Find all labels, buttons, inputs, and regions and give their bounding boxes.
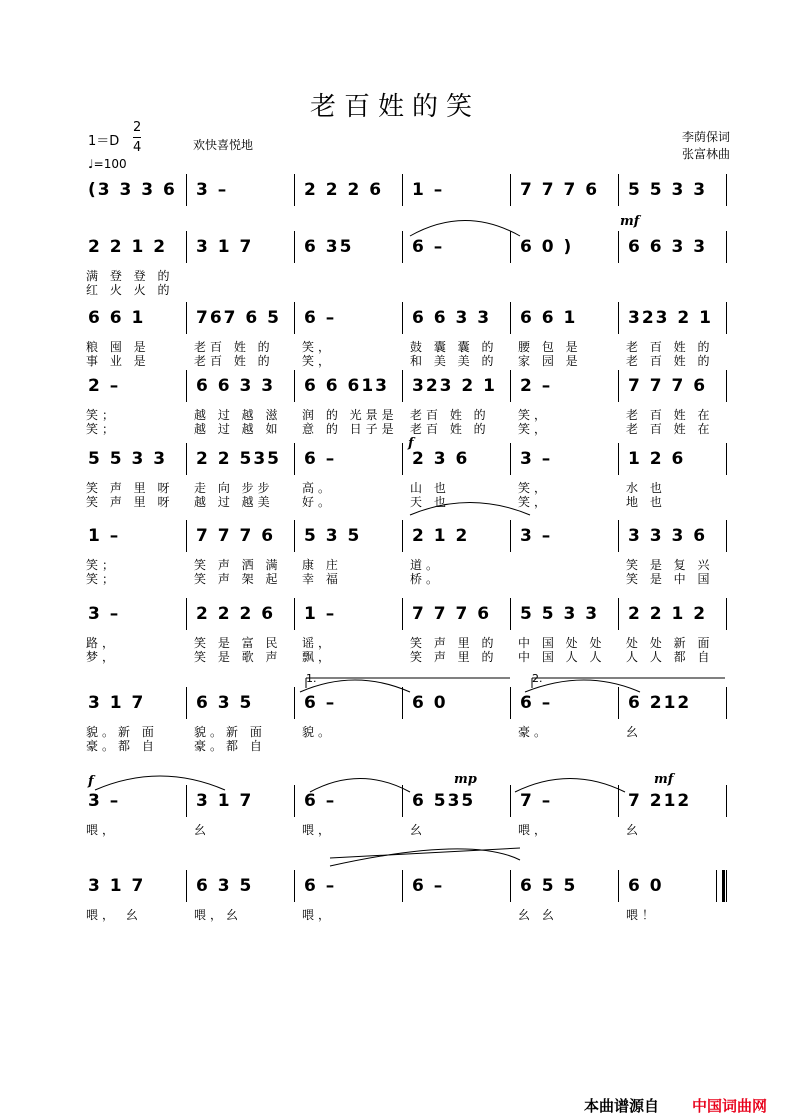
measure-notes: 2 2 2 6 bbox=[304, 180, 384, 200]
bar-line bbox=[726, 687, 727, 719]
measure-notes: 2 1 2 bbox=[412, 526, 470, 546]
measure-notes: 2 2 1 2 bbox=[628, 604, 708, 624]
tempo-marking: ♩=100 bbox=[88, 157, 127, 171]
measure-notes: 7 7 7 6 bbox=[520, 180, 600, 200]
bar-line bbox=[510, 443, 511, 475]
measure-notes: 3 1 7 bbox=[196, 791, 254, 811]
measure-notes: 5 5 3 3 bbox=[628, 180, 708, 200]
lyric-verse-1: 笑 是 复 兴 bbox=[626, 558, 714, 572]
lyric-verse-1: 道。 bbox=[410, 558, 443, 572]
lyric-verse-2: 和 美 美 的 bbox=[410, 354, 498, 368]
bar-line bbox=[294, 785, 295, 817]
lyric-verse-2: 笑 声 里 呀 bbox=[86, 495, 174, 509]
source-label: 本曲谱源自 bbox=[584, 1097, 660, 1115]
measure-notes: 2 2 2 6 bbox=[196, 604, 276, 624]
lyric-verse-2: 幸 福 bbox=[302, 572, 342, 586]
measure-notes: 7 – bbox=[520, 791, 553, 811]
lyric-verse-1: 幺 幺 bbox=[518, 908, 558, 922]
lyric-verse-1: 幺 bbox=[410, 823, 427, 837]
lyricist-credit: 李荫保词 bbox=[681, 130, 730, 144]
measure-notes: 6 – bbox=[412, 237, 445, 257]
measure-notes: 7 7 7 6 bbox=[628, 376, 708, 396]
bar-line bbox=[186, 302, 187, 334]
lyric-verse-1: 喂， 幺 bbox=[86, 908, 142, 922]
measure-notes: 6 3 5 bbox=[196, 693, 254, 713]
bar-line bbox=[726, 302, 727, 334]
bar-line bbox=[186, 785, 187, 817]
lyric-verse-2: 豪。都 自 bbox=[86, 739, 158, 753]
lyric-verse-1: 满 登 登 的 bbox=[86, 269, 174, 283]
bar-line bbox=[294, 443, 295, 475]
measure-notes: 767 6 5 bbox=[196, 308, 281, 328]
measure-notes: 2 2 535 bbox=[196, 449, 281, 469]
lyric-verse-1: 笑 是 富 民 bbox=[194, 636, 282, 650]
measure-notes: 323 2 1 bbox=[628, 308, 713, 328]
bar-line bbox=[186, 870, 187, 902]
lyric-verse-1: 路， bbox=[86, 636, 119, 650]
bar-line bbox=[726, 443, 727, 475]
bar-line bbox=[294, 231, 295, 263]
bar-line bbox=[618, 231, 619, 263]
bar-line bbox=[402, 302, 403, 334]
bar-line bbox=[294, 520, 295, 552]
dynamic-mark: f bbox=[408, 436, 414, 451]
lyric-verse-1: 笑 声 里 的 bbox=[410, 636, 498, 650]
measure-notes: 1 2 6 bbox=[628, 449, 686, 469]
lyric-verse-1: 笑 声 里 呀 bbox=[86, 481, 174, 495]
bar-line bbox=[186, 174, 187, 206]
lyric-verse-1: 鼓 囊 囊 的 bbox=[410, 340, 498, 354]
bar-line bbox=[186, 231, 187, 263]
measure-notes: 2 – bbox=[520, 376, 553, 396]
bar-line bbox=[726, 174, 727, 206]
bar-line bbox=[618, 174, 619, 206]
measure-notes: 3 1 7 bbox=[88, 876, 146, 896]
final-barline-thin bbox=[716, 870, 717, 902]
lyric-verse-2: 意 的 日子是 bbox=[302, 422, 398, 436]
lyric-verse-1: 喂， bbox=[302, 908, 335, 922]
measure-notes: 6 6 1 bbox=[520, 308, 578, 328]
measure-notes: 6 6 3 3 bbox=[628, 237, 708, 257]
key-signature: 1＝D bbox=[88, 134, 120, 149]
lyric-verse-2: 家 园 是 bbox=[518, 354, 582, 368]
bar-line bbox=[618, 785, 619, 817]
measure-notes: 3 – bbox=[88, 791, 121, 811]
measure-notes: 2 2 1 2 bbox=[88, 237, 168, 257]
measure-notes: 2 – bbox=[88, 376, 121, 396]
measure-notes: 3 1 7 bbox=[88, 693, 146, 713]
bar-line bbox=[402, 870, 403, 902]
dynamic-mark: mp bbox=[454, 772, 477, 787]
lyric-verse-1: 貌。新 面 bbox=[86, 725, 158, 739]
bar-line bbox=[402, 370, 403, 402]
bar-line bbox=[402, 520, 403, 552]
lyric-verse-1: 笑 声 洒 满 bbox=[194, 558, 282, 572]
measure-notes: 7 7 7 6 bbox=[196, 526, 276, 546]
bar-line bbox=[402, 598, 403, 630]
bar-line bbox=[726, 231, 727, 263]
lyric-verse-1: 水 也 bbox=[626, 481, 666, 495]
measure-notes: 2 3 6 bbox=[412, 449, 470, 469]
volta-1: 1. bbox=[306, 672, 317, 685]
measure-notes: 3 3 3 6 bbox=[628, 526, 708, 546]
bar-line bbox=[402, 785, 403, 817]
bar-line bbox=[510, 231, 511, 263]
lyric-verse-2: 豪。都 自 bbox=[194, 739, 266, 753]
bar-line bbox=[726, 520, 727, 552]
measure-notes: 323 2 1 bbox=[412, 376, 497, 396]
bar-line bbox=[726, 785, 727, 817]
lyric-verse-2: 笑 声 里 的 bbox=[410, 650, 498, 664]
measure-notes: 6 – bbox=[520, 693, 553, 713]
lyric-verse-1: 润 的 光景是 bbox=[302, 408, 398, 422]
bar-line bbox=[186, 520, 187, 552]
lyric-verse-1: 粮 囤 是 bbox=[86, 340, 150, 354]
measure-notes: 7 212 bbox=[628, 791, 692, 811]
measure-notes: 7 7 7 6 bbox=[412, 604, 492, 624]
source-site-link[interactable]: 中国词曲网 bbox=[692, 1097, 768, 1115]
lyric-verse-1: 老 百 姓 的 bbox=[626, 340, 714, 354]
lyric-verse-2: 笑， bbox=[302, 354, 335, 368]
lyric-verse-1: 老百 姓 的 bbox=[410, 408, 490, 422]
measure-notes: 6 6 3 3 bbox=[196, 376, 276, 396]
bar-line bbox=[618, 443, 619, 475]
bar-line bbox=[402, 174, 403, 206]
lyric-verse-1: 喂， bbox=[86, 823, 119, 837]
measure-notes: 5 3 5 bbox=[304, 526, 362, 546]
bar-line bbox=[618, 687, 619, 719]
lyric-verse-1: 喂，幺 bbox=[194, 908, 243, 922]
composer-credit: 张富林曲 bbox=[681, 147, 730, 161]
measure-notes: 3 – bbox=[520, 526, 553, 546]
bar-line bbox=[510, 598, 511, 630]
measure-notes: 6 – bbox=[304, 308, 337, 328]
lyric-verse-1: 豪。 bbox=[518, 725, 551, 739]
song-title: 老百姓的笑 bbox=[309, 92, 480, 122]
bar-line bbox=[618, 598, 619, 630]
lyric-verse-1: 幺 bbox=[194, 823, 211, 837]
lyric-verse-2: 越 过 越 如 bbox=[194, 422, 282, 436]
measure-notes: 6 6 1 bbox=[88, 308, 146, 328]
lyric-verse-1: 笑， bbox=[518, 408, 551, 422]
lyric-verse-2: 地 也 bbox=[626, 495, 666, 509]
lyric-verse-1: 老百 姓 的 bbox=[194, 340, 274, 354]
bar-line bbox=[726, 598, 727, 630]
bar-line bbox=[402, 443, 403, 475]
measure-notes: 6 3 5 bbox=[196, 876, 254, 896]
lyric-verse-1: 笑， bbox=[518, 481, 551, 495]
time-sig-bottom: 4 bbox=[133, 140, 142, 155]
lyric-verse-1: 高。 bbox=[302, 481, 335, 495]
lyric-verse-2: 笑 声 架 起 bbox=[194, 572, 282, 586]
measure-notes: 6 6 3 3 bbox=[412, 308, 492, 328]
lyric-verse-2: 越 过 越美 bbox=[194, 495, 274, 509]
lyric-verse-1: 幺 bbox=[626, 823, 643, 837]
bar-line bbox=[294, 370, 295, 402]
bar-line bbox=[402, 687, 403, 719]
lyric-verse-2: 好。 bbox=[302, 495, 335, 509]
lyric-verse-1: 谣， bbox=[302, 636, 335, 650]
bar-line bbox=[186, 687, 187, 719]
bar-line bbox=[510, 302, 511, 334]
measure-notes: 6 5 5 bbox=[520, 876, 578, 896]
lyric-verse-2: 事 业 是 bbox=[86, 354, 150, 368]
bar-line bbox=[294, 870, 295, 902]
lyric-verse-1: 幺 bbox=[626, 725, 643, 739]
lyric-verse-1: 走 向 步步 bbox=[194, 481, 274, 495]
lyric-verse-2: 人 人 都 自 bbox=[626, 650, 714, 664]
bar-line bbox=[618, 870, 619, 902]
measure-notes: 6 0 ) bbox=[520, 237, 574, 257]
bar-line bbox=[186, 370, 187, 402]
measure-notes: 1 – bbox=[412, 180, 445, 200]
measure-notes: 6 – bbox=[412, 876, 445, 896]
lyric-verse-2: 老 百 姓 在 bbox=[626, 422, 714, 436]
measure-notes: 6 35 bbox=[304, 237, 354, 257]
lyric-verse-1: 腰 包 是 bbox=[518, 340, 582, 354]
measure-notes: 6 212 bbox=[628, 693, 692, 713]
lyric-verse-2: 笑 是 歌 声 bbox=[194, 650, 282, 664]
bar-line bbox=[294, 598, 295, 630]
bar-line bbox=[294, 174, 295, 206]
lyric-verse-2: 中 国 人 人 bbox=[518, 650, 606, 664]
measure-notes: 1 – bbox=[304, 604, 337, 624]
lyric-verse-2: 笑， bbox=[518, 422, 551, 436]
lyric-verse-1: 中 国 处 处 bbox=[518, 636, 606, 650]
lyric-verse-1: 貌。新 面 bbox=[194, 725, 266, 739]
measure-notes: 6 0 bbox=[412, 693, 448, 713]
measure-notes: (3 3 3 6 bbox=[88, 180, 177, 200]
bar-line bbox=[294, 302, 295, 334]
bar-line bbox=[510, 174, 511, 206]
lyric-verse-2: 红 火 火 的 bbox=[86, 283, 174, 297]
measure-notes: 6 – bbox=[304, 693, 337, 713]
lyric-verse-1: 喂， bbox=[518, 823, 551, 837]
bar-line bbox=[510, 370, 511, 402]
lyric-verse-2: 笑， bbox=[518, 495, 551, 509]
lyric-verse-1: 貌。 bbox=[302, 725, 335, 739]
lyric-verse-2: 笑 是 中 国 bbox=[626, 572, 714, 586]
time-sig-top: 2 bbox=[133, 118, 141, 138]
final-barline-thick bbox=[722, 870, 725, 902]
bar-line bbox=[618, 370, 619, 402]
dynamic-mark: mf bbox=[620, 214, 640, 229]
lyric-verse-2: 笑； bbox=[86, 422, 119, 436]
measure-notes: 6 – bbox=[304, 791, 337, 811]
measure-notes: 6 – bbox=[304, 449, 337, 469]
measure-notes: 3 – bbox=[520, 449, 553, 469]
bar-line bbox=[726, 870, 727, 902]
bar-line bbox=[726, 370, 727, 402]
measure-notes: 5 5 3 3 bbox=[88, 449, 168, 469]
lyric-verse-1: 笑， bbox=[302, 340, 335, 354]
measure-notes: 6 6 613 bbox=[304, 376, 389, 396]
lyric-verse-1: 越 过 越 滋 bbox=[194, 408, 282, 422]
lyric-verse-1: 笑； bbox=[86, 558, 119, 572]
lyric-verse-1: 笑； bbox=[86, 408, 119, 422]
measure-notes: 1 – bbox=[88, 526, 121, 546]
lyric-verse-2: 桥。 bbox=[410, 572, 443, 586]
bar-line bbox=[186, 443, 187, 475]
bar-line bbox=[618, 302, 619, 334]
lyric-verse-2: 天 也 bbox=[410, 495, 450, 509]
bar-line bbox=[294, 687, 295, 719]
measure-notes: 6 – bbox=[304, 876, 337, 896]
lyric-verse-2: 笑； bbox=[86, 572, 119, 586]
bar-line bbox=[618, 520, 619, 552]
lyric-verse-1: 山 也 bbox=[410, 481, 450, 495]
lyric-verse-1: 处 处 新 面 bbox=[626, 636, 714, 650]
bar-line bbox=[186, 598, 187, 630]
lyric-verse-2: 老百 姓 的 bbox=[410, 422, 490, 436]
lyric-verse-1: 康 庄 bbox=[302, 558, 342, 572]
lyric-verse-1: 喂， bbox=[302, 823, 335, 837]
measure-notes: 3 1 7 bbox=[196, 237, 254, 257]
measure-notes: 6 0 bbox=[628, 876, 664, 896]
measure-notes: 5 5 3 3 bbox=[520, 604, 600, 624]
lyric-verse-1: 喂！ bbox=[626, 908, 659, 922]
lyric-verse-2: 老百 姓 的 bbox=[194, 354, 274, 368]
bar-line bbox=[510, 785, 511, 817]
bar-line bbox=[510, 870, 511, 902]
volta-2: 2. bbox=[532, 672, 543, 685]
bar-line bbox=[402, 231, 403, 263]
lyric-verse-2: 飘， bbox=[302, 650, 335, 664]
dynamic-mark: f bbox=[88, 774, 94, 789]
bar-line bbox=[510, 687, 511, 719]
measure-notes: 3 – bbox=[88, 604, 121, 624]
measure-notes: 3 – bbox=[196, 180, 229, 200]
lyric-verse-1: 老 百 姓 在 bbox=[626, 408, 714, 422]
lyric-verse-2: 老 百 姓 的 bbox=[626, 354, 714, 368]
time-signature bbox=[133, 118, 141, 157]
dynamic-mark: mf bbox=[654, 772, 674, 787]
lyric-verse-2: 梦， bbox=[86, 650, 119, 664]
bar-line bbox=[510, 520, 511, 552]
measure-notes: 6 535 bbox=[412, 791, 476, 811]
expression-marking: 欢快喜悦地 bbox=[193, 138, 254, 152]
